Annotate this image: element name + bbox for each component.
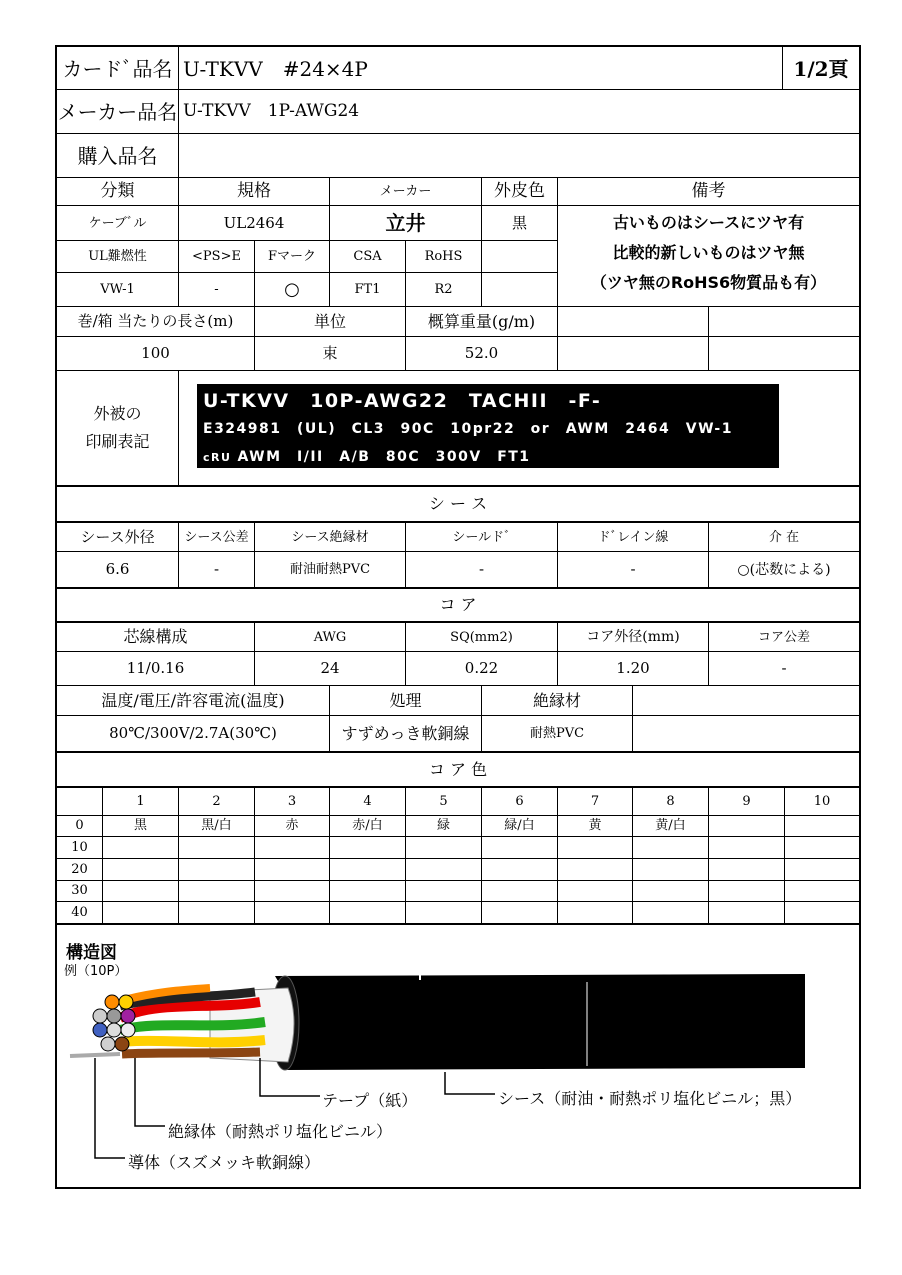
core-color-cell (633, 901, 708, 923)
temp-voltage-label: 温度/電圧/許容電流(温度) (101, 690, 285, 710)
core-color-cell (785, 836, 859, 858)
csa-label: CSA (353, 249, 382, 264)
page-number: 1/2頁 (793, 56, 849, 81)
card-name-value: U-TKVV #24×4P (183, 56, 368, 81)
col-standard-label: 規格 (237, 181, 271, 201)
sheath-value: 耐油耐熱PVC (289, 562, 371, 577)
remarks-line: 古いものはシースにツヤ有 (612, 213, 805, 232)
sheath-label: シース（耐油・耐熱ポリ塩化ビニル；黒） (498, 1089, 802, 1108)
core-color-row-label: 0 (75, 818, 84, 833)
core-color-col-header: 7 (590, 793, 600, 809)
core-color-cell (709, 901, 784, 923)
core-color-row-label: 40 (71, 904, 88, 920)
card-name-label: カードﾞ品名 (62, 56, 173, 81)
core-color-cell (179, 901, 254, 923)
maker-name-label: メーカー品名 (57, 99, 178, 124)
core-color-cell: 赤 (285, 818, 299, 833)
col-maker-label: メーカー (379, 184, 432, 199)
core-color-cell (709, 858, 784, 880)
core-color-cell: 黒/白 (201, 818, 232, 833)
print-line-3-text: AWM I/II A/B 80C 300V FT1 (237, 449, 531, 465)
sheath-title: シ ー ス (428, 494, 488, 513)
core-color-cell (558, 880, 632, 901)
weight-value: 52.0 (464, 344, 499, 362)
core-color-col-header: 4 (363, 793, 372, 809)
core-label: コア公差 (757, 629, 810, 645)
core-value: 1.20 (616, 659, 650, 677)
ul-flame-value: VW-1 (100, 282, 135, 297)
core-label: AWG (313, 629, 347, 645)
sheath-value: 6.6 (105, 560, 130, 578)
core-color-cell (558, 836, 632, 858)
core-color-col-header: 3 (287, 793, 297, 809)
core-color-cell: 赤/白 (352, 818, 383, 833)
core-color-cell (785, 815, 859, 836)
unit-label: 単位 (313, 311, 346, 331)
conductor-label: 導体（スズメッキ軟銅線） (128, 1153, 321, 1172)
grid-line (57, 923, 859, 925)
core-color-col-header: 9 (742, 793, 751, 809)
ul-recognized-mark: cRU (203, 451, 232, 464)
conductor-wire (70, 1054, 120, 1056)
core-color-cell (179, 836, 254, 858)
csa-value: FT1 (354, 282, 381, 297)
standard-value: UL2464 (223, 213, 285, 232)
core-color-cell (558, 858, 632, 880)
core-color-cell (482, 836, 557, 858)
pse-value: - (214, 282, 219, 297)
f-mark-value: ○ (284, 278, 300, 300)
core-color-cell (330, 858, 405, 880)
grid-line (708, 306, 709, 370)
maker-name-value: U-TKVV 1P-AWG24 (183, 101, 360, 121)
sheath-label: シールドﾞ (452, 529, 511, 545)
core-label: 芯線構成 (123, 627, 188, 646)
insulation-label: 絶縁材 (532, 690, 581, 710)
treatment-value: すずめっき軟銅線 (341, 723, 470, 743)
rohs-label: RoHS (424, 249, 463, 264)
col-remarks-label: 備考 (691, 181, 726, 201)
sheath-label: シース公差 (184, 529, 249, 545)
core-color-cell (406, 901, 481, 923)
remarks-line: （ツヤ無のRoHS6物質品も有） (590, 273, 827, 292)
core-color-cell (330, 901, 405, 923)
core-color-cell: 緑/白 (504, 818, 535, 833)
treatment-label: 処理 (389, 690, 422, 710)
sheath-label: ドﾞレイン線 (597, 529, 669, 545)
core-color-cell (482, 858, 557, 880)
core-color-cell (330, 836, 405, 858)
core-color-cell: 黄 (588, 818, 602, 833)
sheath-value: ○(芯数による) (737, 561, 831, 578)
core-color-cell (406, 880, 481, 901)
core-color-cell (406, 836, 481, 858)
core-color-title: コ ア 色 (428, 759, 488, 779)
core-color-cell (103, 901, 178, 923)
core-color-cell (633, 880, 708, 901)
core-color-col-header: 2 (212, 793, 221, 809)
core-color-cell (633, 836, 708, 858)
print-label: 印刷表記 (85, 432, 150, 451)
core-color-row-label: 30 (71, 883, 88, 898)
core-color-cell (255, 901, 329, 923)
core-color-row-label: 10 (71, 839, 88, 855)
sheath-label: 介 在 (768, 529, 800, 545)
length-value: 100 (141, 344, 170, 362)
structure-diagram (60, 930, 858, 1180)
core-color-cell (785, 858, 859, 880)
col-category-label: 分類 (100, 181, 135, 201)
core-value: 11/0.16 (126, 659, 185, 677)
pse-label: <PS>E (192, 249, 241, 264)
core-color-cell (482, 901, 557, 923)
core-color-cell (179, 858, 254, 880)
length-label: 巻/箱 当たりの長さ(m) (77, 312, 234, 330)
core-color-cell (558, 901, 632, 923)
core-color-cell (709, 815, 784, 836)
insulation-value: 耐熱PVC (529, 726, 585, 741)
purchase-name-label: 購入品名 (77, 143, 158, 168)
core-color-row-label: 20 (71, 861, 88, 877)
weight-label: 概算重量(g/m) (427, 311, 536, 331)
core-color-col-header: 5 (439, 793, 448, 809)
core-color-cell (785, 901, 859, 923)
tape-label: テープ（紙） (322, 1091, 418, 1110)
core-color-cell (406, 858, 481, 880)
rohs-value: R2 (434, 282, 453, 297)
remarks-line: 比較的新しいものはツヤ無 (612, 243, 805, 262)
core-color-cell (255, 858, 329, 880)
cable-illustration (60, 930, 858, 1180)
diagram-example: 例（10P） (64, 964, 128, 979)
grid-line (632, 685, 633, 751)
sheath-label: シース外径 (80, 527, 155, 546)
core-color-cell (709, 880, 784, 901)
core-value: 24 (320, 659, 340, 677)
sheath-label: シース絶縁材 (291, 529, 369, 545)
core-color-cell (330, 880, 405, 901)
sheath-value: - (630, 560, 636, 578)
core-color-cell (255, 880, 329, 901)
core-color-col-header: 1 (136, 793, 145, 809)
grid-line (178, 370, 179, 485)
core-color-cell (179, 880, 254, 901)
sheath-shape (275, 974, 805, 1070)
unit-value: 束 (322, 344, 338, 362)
core-label: コア外径(mm) (586, 629, 680, 645)
core-color-cell: 黒 (133, 818, 147, 833)
core-color-cell (633, 858, 708, 880)
print-line-3 (203, 446, 531, 466)
diagram-title: 構造図 (66, 943, 117, 963)
core-color-col-header: 6 (515, 793, 524, 809)
core-color-col-header: 8 (666, 793, 675, 809)
core-color-cell (103, 880, 178, 901)
core-ends (93, 995, 135, 1051)
sheath-value: - (478, 560, 485, 578)
core-color-cell (709, 836, 784, 858)
temp-voltage-value: 80℃/300V/2.7A(30℃) (109, 724, 277, 742)
core-color-cell (103, 836, 178, 858)
core-color-cell (785, 880, 859, 901)
print-marking (197, 384, 779, 468)
maker-value: 立井 (385, 211, 426, 235)
core-value: 0.22 (464, 659, 499, 677)
color-value: 黒 (511, 213, 527, 232)
core-color-cell: 黄/白 (655, 818, 686, 833)
core-color-cell (103, 858, 178, 880)
core-label: SQ(mm2) (450, 629, 513, 645)
purchase-name-value (179, 134, 783, 177)
core-color-col-header: 10 (813, 793, 831, 809)
core-title: コ ア (439, 595, 477, 614)
print-line-1: U-TKVV 10P-AWG22 TACHII -F- (203, 390, 602, 412)
f-mark-label: Fマーク (267, 249, 317, 264)
insulator-label: 絶縁体（耐熱ポリ塩化ビニル） (168, 1122, 393, 1141)
category-value: ケーブﾞル (88, 215, 147, 231)
print-label: 外被の (93, 404, 142, 423)
core-color-cell (255, 836, 329, 858)
sheath-value: - (213, 560, 220, 578)
core-color-cell: 緑 (436, 818, 450, 833)
core-value: - (781, 659, 787, 677)
print-line-2: E324981 (UL) CL3 90C 10pr22 or AWM 2464 VW-1 (203, 421, 733, 437)
col-color-label: 外皮色 (494, 181, 545, 201)
ul-flame-label: UL難燃性 (88, 249, 147, 264)
core-color-cell (482, 880, 557, 901)
